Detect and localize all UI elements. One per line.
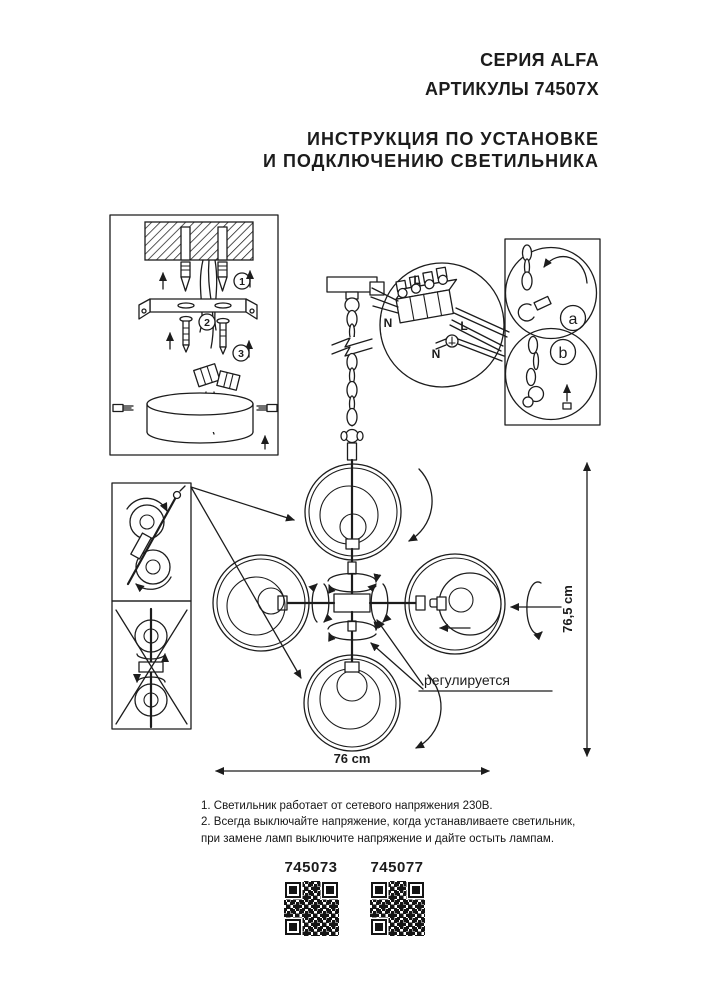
mounting-diagram [110, 215, 278, 455]
step-3-badge [233, 345, 249, 361]
chain-adjustment-panel [505, 239, 600, 425]
step-1-badge [234, 273, 250, 289]
label-block-N: N [383, 316, 393, 330]
detail-b-badge [551, 340, 576, 365]
label-wire-N: N [431, 347, 441, 361]
bracket-screw-left [180, 317, 192, 353]
anchor-screw-left [181, 262, 190, 291]
step-2-badge [199, 314, 215, 330]
label-block-L: L [413, 273, 421, 287]
qr-block-745073 [283, 859, 339, 936]
canopy-side-screw-right [257, 405, 277, 412]
qr-label-745073: 745073 [284, 859, 338, 876]
instruction-title-line2: И ПОДКЛЮЧЕНИЮ СВЕТИЛЬНИКА [263, 151, 599, 171]
adjustable-label: регулируется [424, 672, 510, 688]
note-line-1: 1. Светильник работает от сетевого напряжения 230В. [201, 800, 493, 812]
wiring-detail-circle [370, 263, 509, 387]
qr-finder-icon [285, 882, 301, 898]
suspension-chain [327, 277, 377, 460]
arm-position-warning-panel [112, 601, 191, 729]
svg-text:76 cm: 76 cm [333, 751, 371, 766]
qr-finder-icon [371, 882, 387, 898]
qr-finder-icon [322, 882, 338, 898]
svg-text:76,5 cm: 76,5 cm [560, 585, 575, 633]
svg-text:3: 3 [238, 348, 244, 360]
ceiling-canopy [147, 393, 253, 443]
earth-symbol [446, 335, 458, 347]
articles-title: АРТИКУЛЫ 74507X [425, 79, 599, 99]
note-line-3: при замене ламп выключите напряжение и дайте остыть лампам. [201, 832, 555, 845]
arm-rotation-panel [112, 483, 191, 601]
svg-text:2: 2 [204, 317, 210, 329]
qr-finder-icon [371, 919, 387, 935]
note-line-2: 2. Всегда выключайте напряжение, когда устанавливаете светильник, [201, 816, 576, 829]
height-dimension [560, 463, 587, 756]
qr-finder-icon [285, 919, 301, 935]
qr-code-745073 [284, 881, 339, 936]
qr-finder-icon [408, 882, 424, 898]
svg-text:1: 1 [239, 276, 245, 288]
safety-notes [201, 798, 575, 847]
width-dimension [216, 751, 489, 771]
instruction-title-line1: ИНСТРУКЦИЯ ПО УСТАНОВКЕ [307, 129, 599, 149]
label-wire-L: L [460, 319, 468, 333]
spin-axis-symbol [511, 582, 561, 634]
central-hub [334, 594, 370, 612]
qr-code-745077 [370, 881, 425, 936]
svg-text:b: b [558, 345, 568, 362]
shade-bottom [304, 655, 400, 751]
chandelier-body [191, 460, 561, 751]
qr-label-745077: 745077 [370, 859, 424, 876]
detail-a-badge [561, 306, 586, 331]
series-title: СЕРИЯ ALFA [480, 50, 599, 70]
bracket-screw-right [217, 319, 229, 355]
qr-block-745077 [369, 859, 425, 936]
anchor-screw-right [218, 262, 227, 291]
svg-text:a: a [568, 311, 578, 328]
mounting-bracket [139, 299, 257, 319]
canopy-side-screw-left [113, 405, 133, 412]
